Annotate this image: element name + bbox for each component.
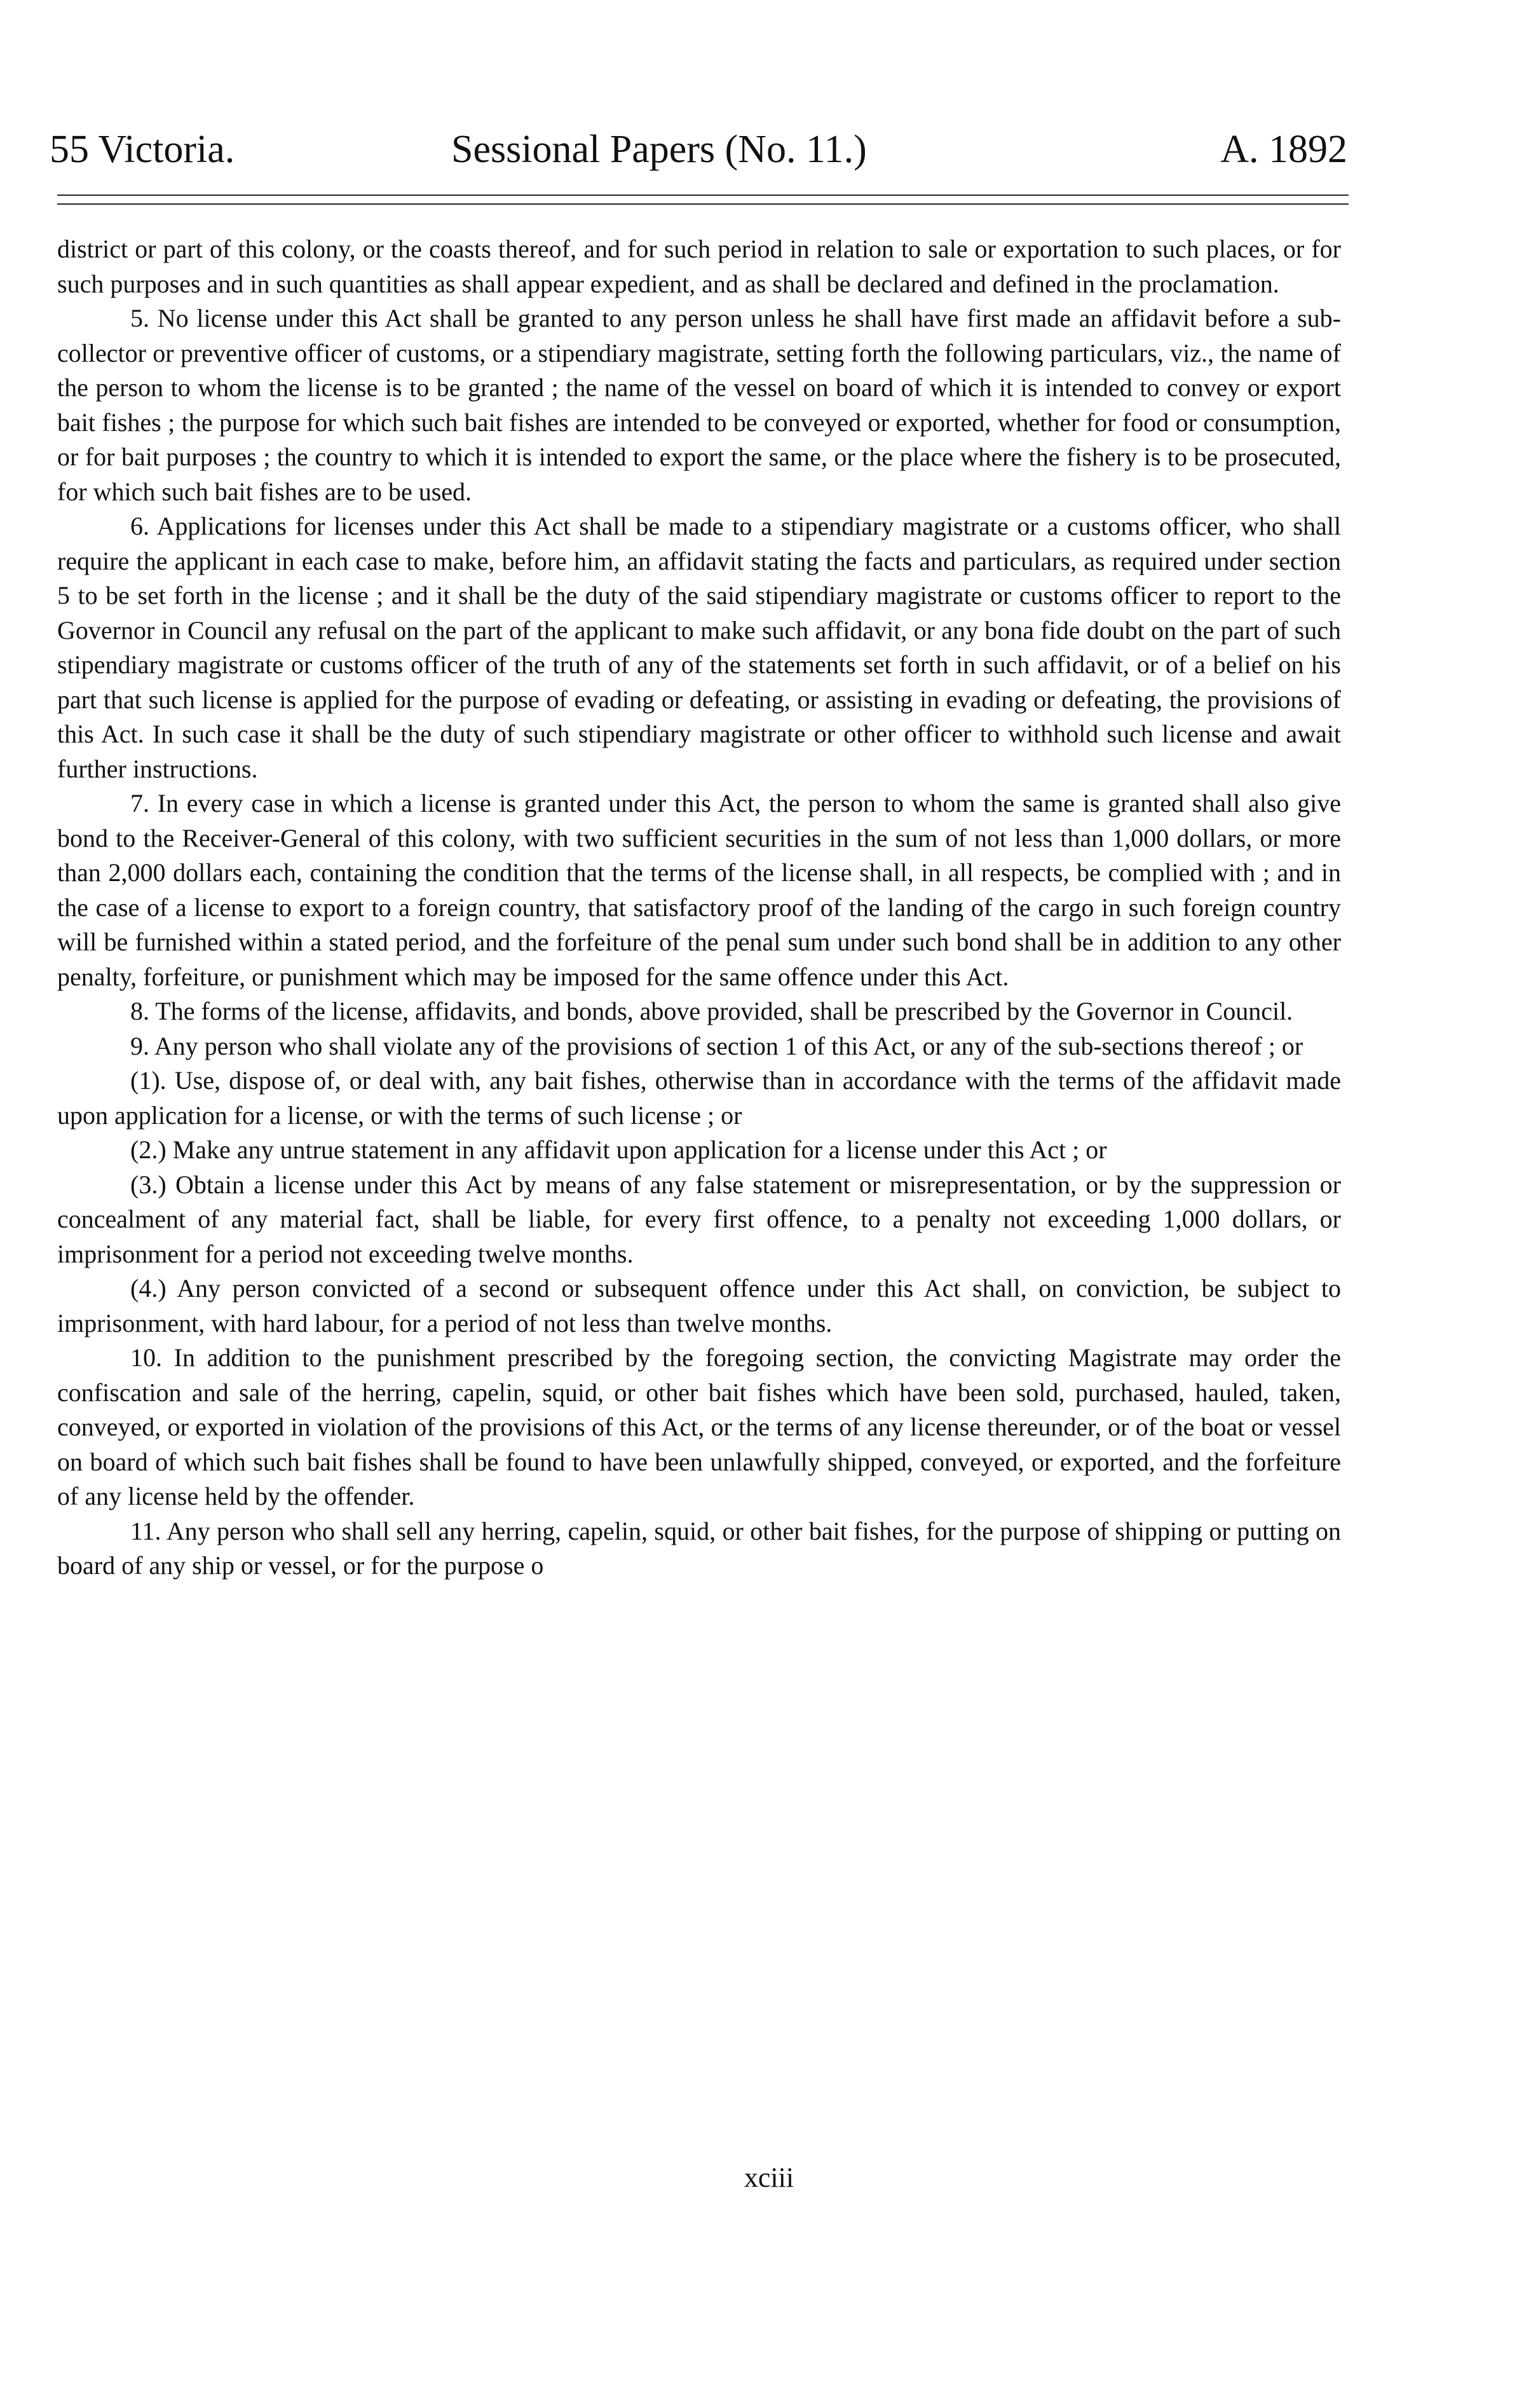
subsection-9-4: (4.) Any person convicted of a second or subsequent offence under this Act shall, on conviction, be subject to imprisonment, with hard labour, for a period of not less than twelve months.: [57, 1274, 1341, 1337]
section-5: 5. No license under this Act shall be granted to any person unless he shall have first made an affidavit before a sub-collector or preventive officer of customs, or a stipendiary magistrate, setting forth the following particulars, viz., the name of the person to whom the license is to be granted ; the name of the vessel on board of which it is intended to convey or export bait fishes ; the purpose for which such bait fishes are intended to be conveyed or exported, whether for food or consumption, or for bait purposes ; the country to which it is intended to export the same, or the place where the fishery is to be prosecuted, for which such bait fishes are to be used.: [57, 304, 1341, 506]
subsection-9-2: (2.) Make any untrue statement in any affidavit upon application for a license under this Act ; or: [130, 1135, 1107, 1164]
header-year: A. 1892: [1220, 128, 1347, 171]
paragraph-continuation: district or part of this colony, or the coasts thereof, and for such period in relation to sale or exportation to such places, or for such purposes and in such quantities as shall appear expedient, and as shall be declared and defined in the proclamation.: [57, 235, 1341, 298]
section-7: 7. In every case in which a license is granted under this Act, the person to whom the same is granted shall also give bond to the Receiver-General of this colony, with two sufficient securities in the sum of not less than 1,000 dollars, or more than 2,000 dollars each, containing the condition that the terms of the license shall, in all respects, be complied with ; and in the case of a license to export to a foreign country, that satisfactory proof of the landing of the cargo in such foreign country will be furnished within a stated period, and the forfeiture of the penal sum under such bond shall be in addition to any other penalty, forfeiture, or punishment which may be imposed for the same offence under this Act.: [57, 789, 1341, 991]
header-rule-top: [57, 195, 1349, 196]
body-text: [57, 232, 1341, 1584]
section-8: 8. The forms of the license, affidavits, and bonds, above provided, shall be prescribed by the Governor in Council.: [130, 997, 1293, 1025]
header-title: Sessional Papers (No. 11.): [451, 128, 867, 171]
page-number: xciii: [744, 2162, 794, 2193]
header-rule-bottom: [57, 203, 1349, 205]
header-regnal-year: 55 Victoria.: [50, 128, 235, 171]
section-11: 11. Any person who shall sell any herring, capelin, squid, or other bait fishes, for the purpose of shipping or putting on board of any ship or vessel, or for the purpose o: [57, 1516, 1341, 1580]
section-9: 9. Any person who shall violate any of the provisions of section 1 of this Act, or any of the sub-sections thereof ; or: [130, 1031, 1303, 1060]
section-6: 6. Applications for licenses under this Act shall be made to a stipendiary magistrate or a customs officer, who shall require the applicant in each case to make, before him, an affidavit stating the facts and particulars, as required under section 5 to be set forth in the license ; and it shall be the duty of the said stipendiary magistrate or customs officer to report to the Governor in Council any refusal on the part of the applicant to make such affidavit, or any bona fide doubt on the part of such stipendiary magistrate or customs officer of the truth of any of the statements set forth in such affidavit, or of a belief on his part that such license is applied for the purpose of evading or defeating, or assisting in evading or defeating, the provisions of this Act. In such case it shall be the duty of such stipendiary magistrate or other officer to withhold such license and await further instructions.: [57, 512, 1341, 783]
subsection-9-1: (1). Use, dispose of, or deal with, any bait fishes, otherwise than in accordance with the terms of the affidavit made upon application for a license, or with the terms of such license ; or: [57, 1066, 1341, 1130]
section-10: 10. In addition to the punishment prescribed by the foregoing section, the convicting Magistrate may order the confiscation and sale of the herring, capelin, squid, or other bait fishes which have been sold, purchased, hauled, taken, conveyed, or exported in violation of the provisions of this Act, or the terms of any license thereunder, or of the boat or vessel on board of which such bait fishes shall be found to have been unlawfully shipped, conveyed, or exported, and the forfeiture of any license held by the offender.: [57, 1343, 1341, 1510]
running-header: [50, 121, 1347, 178]
subsection-9-3: (3.) Obtain a license under this Act by means of any false statement or misrepresentation, or by the suppression or concealment of any material fact, shall be liable, for every first offence, to a penalty not exceeding 1,000 dollars, or imprisonment for a period not exceeding twelve months.: [57, 1170, 1341, 1268]
